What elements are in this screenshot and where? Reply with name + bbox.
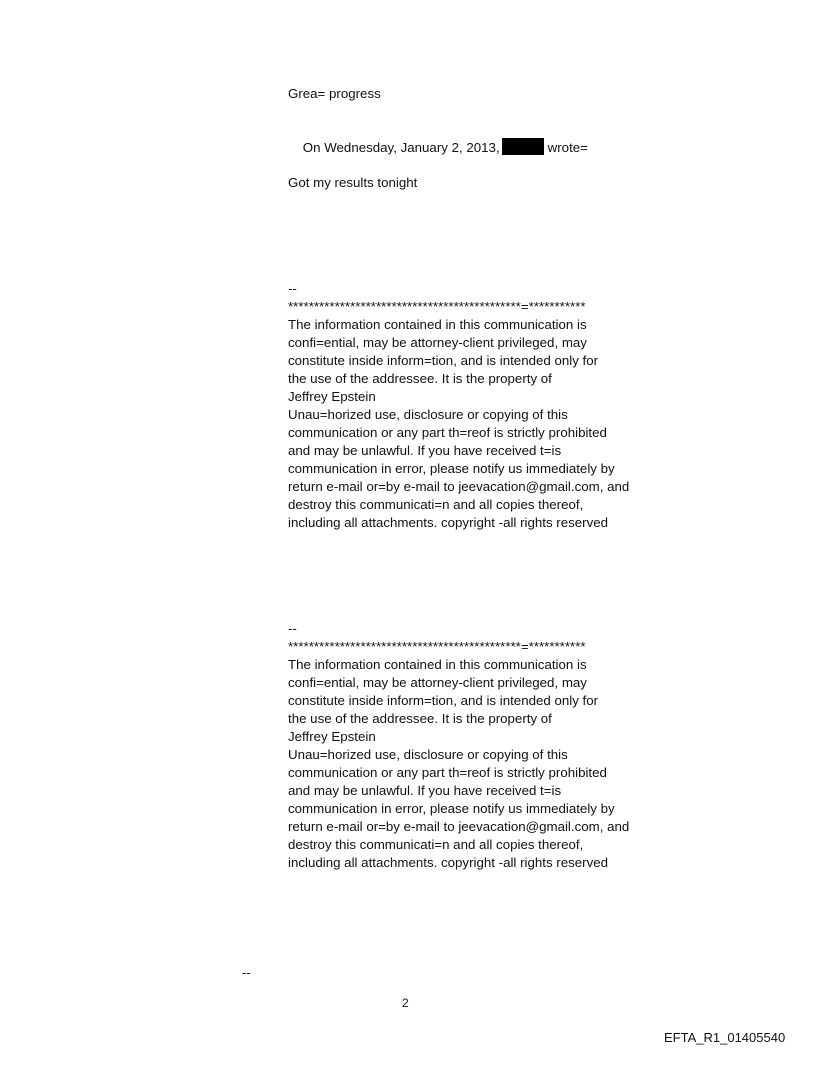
disclaimer-line: the use of the addressee. It is the property of: [288, 371, 552, 386]
disclaimer-line: communication in error, please notify us immediately by: [288, 801, 615, 816]
disclaimer-line: the use of the addressee. It is the property of: [288, 711, 552, 726]
disclaimer-line: including all attachments. copyright -all rights reserved: [288, 855, 609, 870]
disclaimer-line: destroy this communicati=n and all copies thereof,: [288, 497, 584, 512]
disclaimer-line: Jeffrey Epstein: [288, 389, 376, 404]
quoted-line: Got my results tonight: [288, 175, 418, 190]
disclaimer-line: communication or any part th=reof is strictly prohibited: [288, 425, 607, 440]
reply-line: Grea= progress: [288, 86, 381, 101]
disclaimer-line: return e-mail or=by e-mail to jeevacation@gmail.com, and: [288, 819, 630, 834]
disclaimer-line: The information contained in this communication is: [288, 657, 587, 672]
disclaimer-line: return e-mail or=by e-mail to jeevacation@gmail.com, and: [288, 479, 630, 494]
disclaimer-line: and may be unlawful. If you have received t=is: [288, 783, 562, 798]
disclaimer-line: confi=ential, may be attorney-client privileged, may: [288, 335, 587, 350]
star-rule: *********************************************=***********: [288, 299, 586, 314]
attribution-suffix: wrote=: [547, 139, 588, 155]
bates-number: EFTA_R1_01405540: [664, 1030, 786, 1045]
disclaimer-line: destroy this communicati=n and all copies thereof,: [288, 837, 584, 852]
disclaimer-line: Unau=horized use, disclosure or copying of this: [288, 407, 568, 422]
disclaimer-line: constitute inside inform=tion, and is intended only for: [288, 353, 599, 368]
redaction-box: [502, 138, 544, 155]
attribution-line: [288, 120, 588, 174]
star-rule: *********************************************=***********: [288, 639, 586, 654]
attribution-prefix: On Wednesday, January 2, 2013,: [302, 139, 500, 155]
signature-separator: --: [288, 621, 297, 636]
signature-separator: --: [288, 281, 297, 296]
disclaimer-line: including all attachments. copyright -all rights reserved: [288, 515, 609, 530]
disclaimer-block: [288, 620, 629, 872]
disclaimer-line: The information contained in this communication is: [288, 317, 587, 332]
disclaimer-line: constitute inside inform=tion, and is intended only for: [288, 693, 599, 708]
disclaimer-line: communication in error, please notify us immediately by: [288, 461, 615, 476]
page-number: 2: [402, 996, 409, 1010]
disclaimer-line: Jeffrey Epstein: [288, 729, 376, 744]
disclaimer-block: [288, 280, 629, 532]
footer-separator: --: [242, 965, 251, 980]
disclaimer-line: communication or any part th=reof is strictly prohibited: [288, 765, 607, 780]
disclaimer-line: Unau=horized use, disclosure or copying of this: [288, 747, 568, 762]
disclaimer-line: confi=ential, may be attorney-client privileged, may: [288, 675, 587, 690]
disclaimer-line: and may be unlawful. If you have received t=is: [288, 443, 562, 458]
